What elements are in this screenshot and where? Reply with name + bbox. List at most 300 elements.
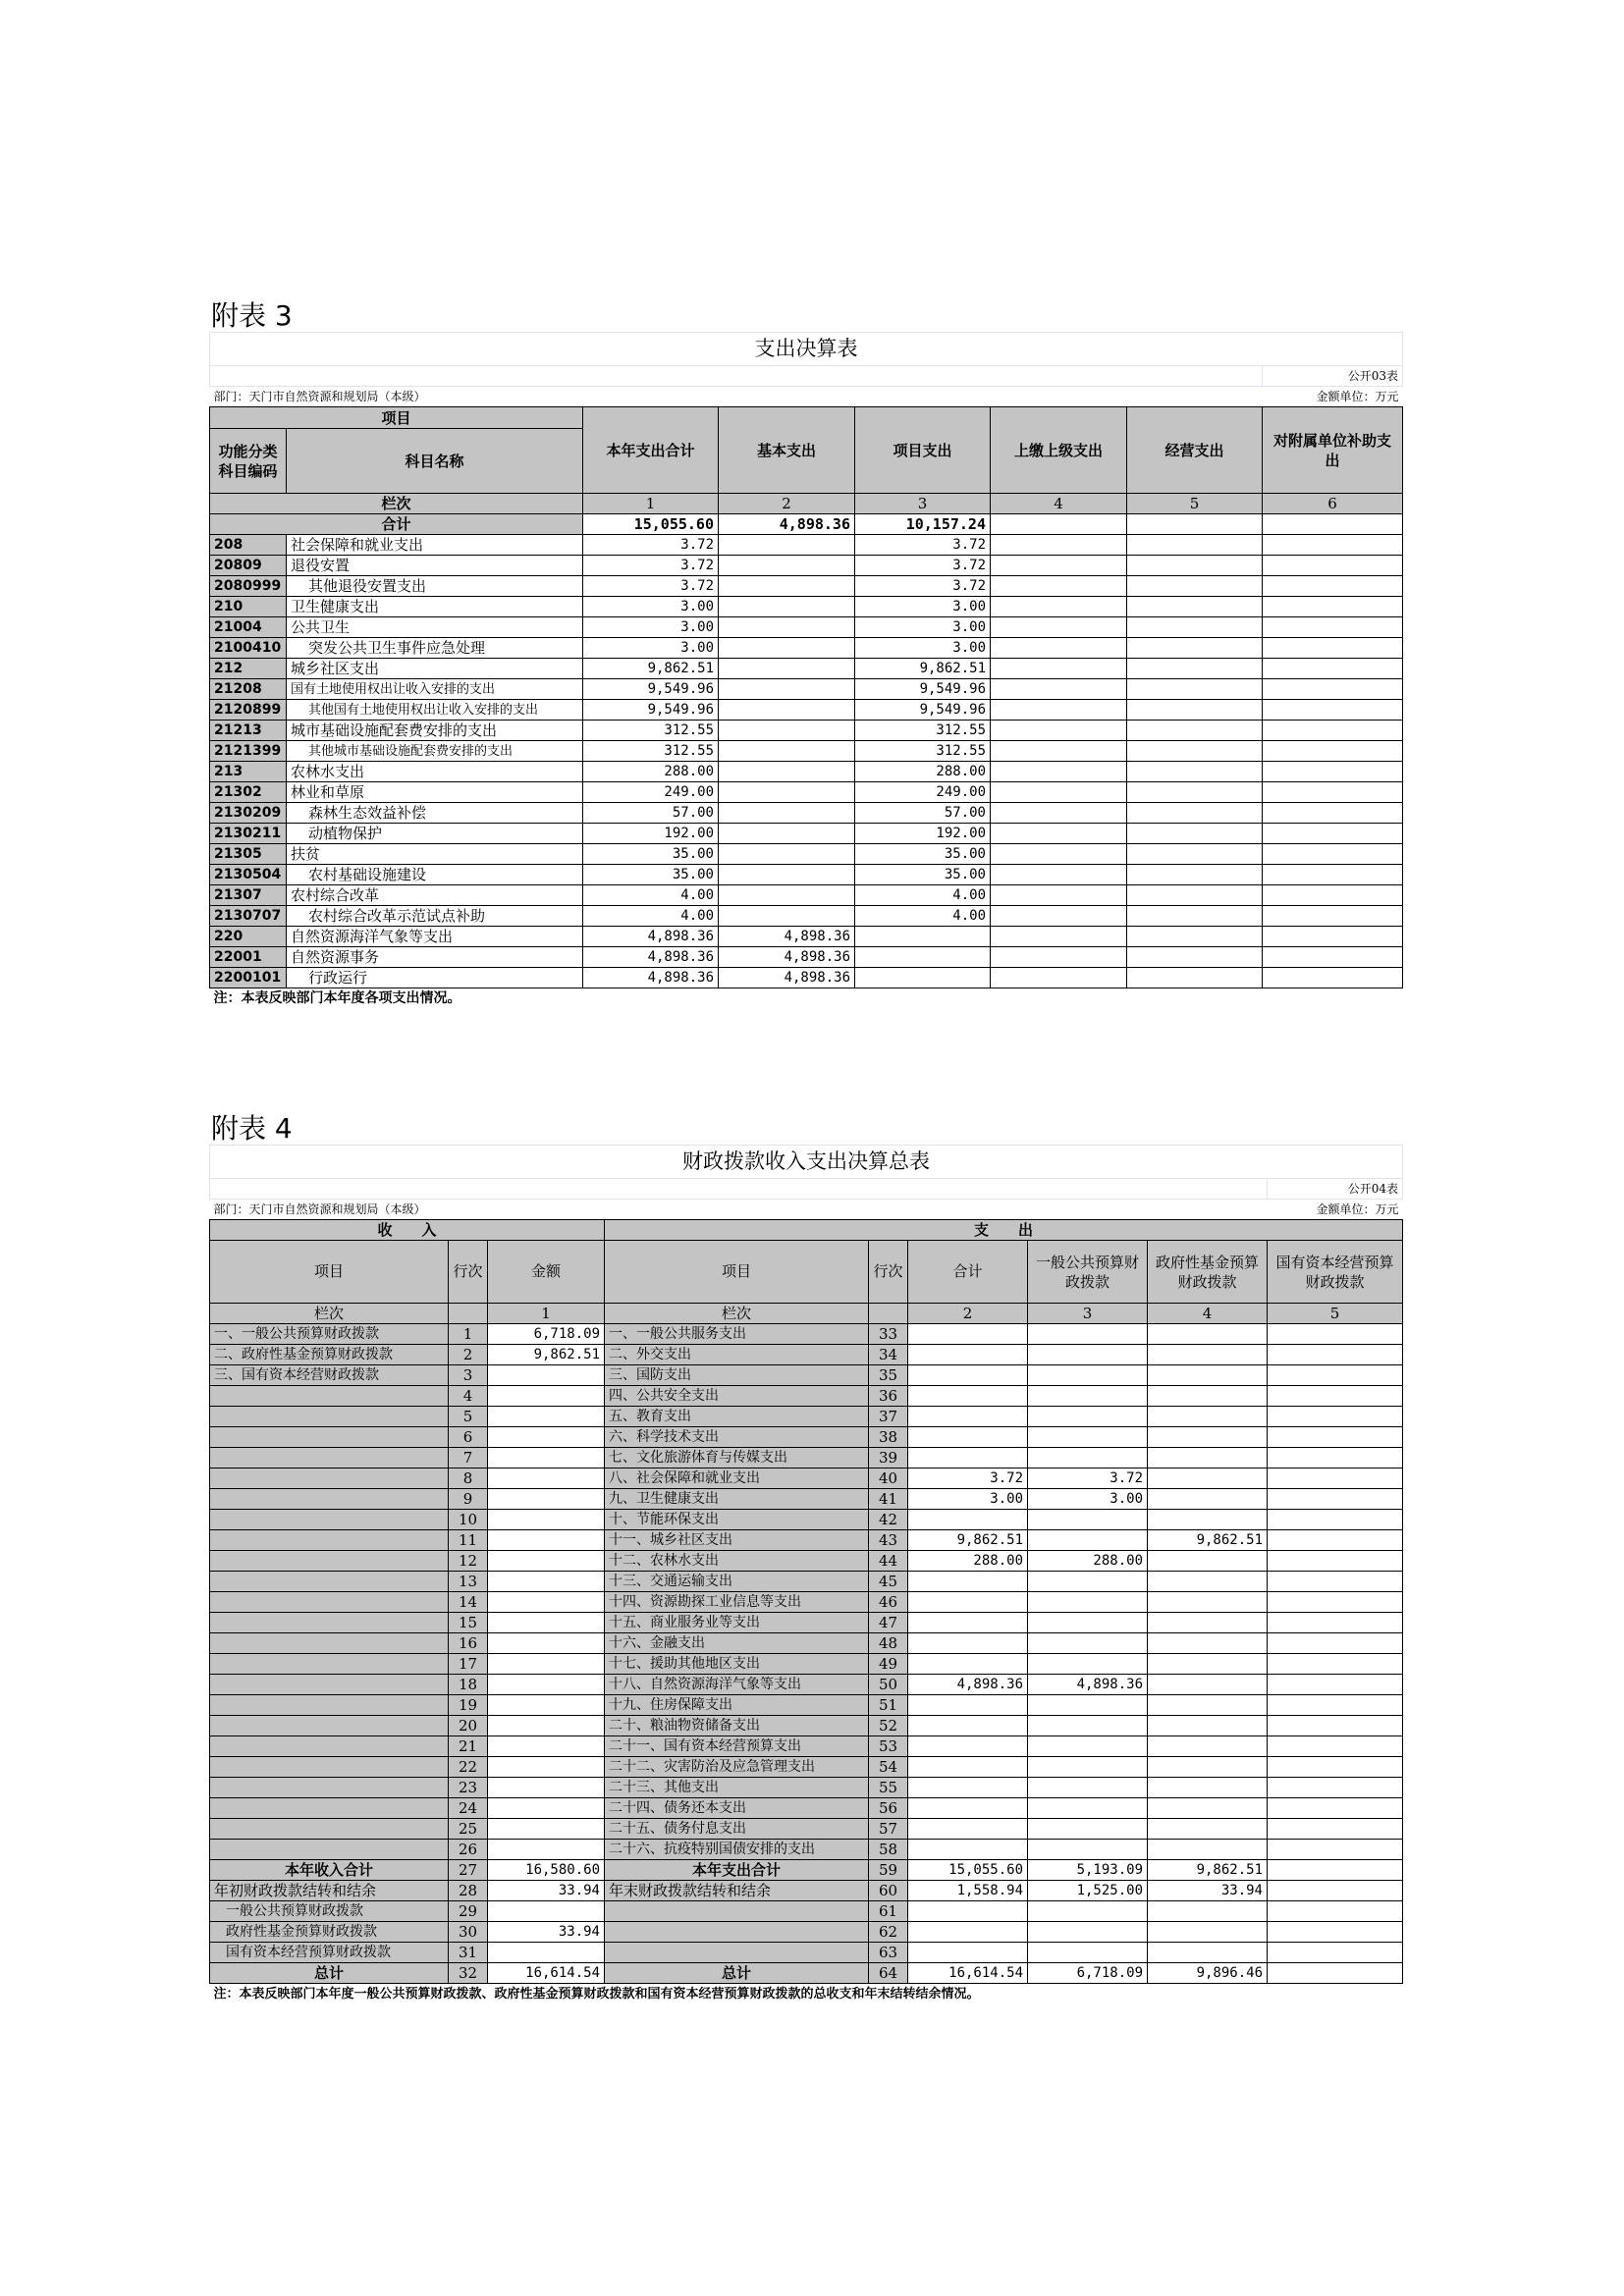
expense-gov-fund: [1148, 1798, 1268, 1819]
expense-general: [1028, 1448, 1148, 1468]
table-row: [210, 1819, 1403, 1840]
project-expense: 57.00: [855, 803, 991, 824]
table-row: [210, 556, 1403, 576]
expense-general: [1028, 1654, 1148, 1675]
table-row: [210, 1736, 1403, 1757]
row-number: 30: [449, 1922, 488, 1943]
subject-name: 突发公共卫生事件应急处理: [287, 638, 583, 659]
expense-item: 十六、金融支出: [605, 1633, 869, 1654]
table-row: [210, 844, 1403, 865]
header-expense-row: 行次: [869, 1241, 908, 1304]
table-row: [210, 1695, 1403, 1716]
subject-name: 农村综合改革示范试点补助: [287, 906, 583, 927]
header-project-expense: 项目支出: [855, 407, 991, 494]
empty-cell: [1263, 721, 1403, 741]
subject-name: 林业和草原: [287, 782, 583, 803]
end-balance-general: 1,525.00: [1028, 1881, 1148, 1901]
expense-general: [1028, 1572, 1148, 1592]
column-index: 5: [1268, 1304, 1403, 1324]
empty-cell: [1127, 576, 1263, 597]
expense-state-capital: [1268, 1572, 1403, 1592]
row-number: 51: [869, 1695, 908, 1716]
empty-cell: [1263, 782, 1403, 803]
appendix-4-heading: 附表 4: [211, 1112, 293, 1145]
expense-gov-fund: [1148, 1592, 1268, 1613]
row-number: 12: [449, 1551, 488, 1572]
basic-expense: [719, 556, 855, 576]
table-row: [210, 1427, 1403, 1448]
expense-item: 二十一、国有资本经营预算支出: [605, 1736, 869, 1757]
expense-total: [908, 1840, 1028, 1860]
expense-total: [908, 1324, 1028, 1345]
expense-item: 九、卫生健康支出: [605, 1489, 869, 1510]
basic-expense: 4,898.36: [719, 927, 855, 947]
table-row: [210, 1324, 1403, 1345]
sum-expense-total: 15,055.60: [908, 1860, 1028, 1881]
empty-cell: [1263, 638, 1403, 659]
empty-cell: [1028, 1943, 1148, 1963]
expense-item: 十五、商业服务业等支出: [605, 1613, 869, 1633]
expense-gov-fund: [1148, 1716, 1268, 1736]
row-number: 19: [449, 1695, 488, 1716]
begin-balance-amount: 33.94: [488, 1881, 605, 1901]
income-item: 二、政府性基金预算财政拨款: [210, 1345, 449, 1365]
income-amount: [488, 1943, 605, 1963]
income-amount: [488, 1407, 605, 1427]
basic-expense: [719, 782, 855, 803]
income-item: 一、一般公共预算财政拨款: [210, 1324, 449, 1345]
header-basic: 基本支出: [719, 407, 855, 494]
income-item: 一般公共预算财政拨款: [210, 1901, 449, 1922]
grand-total-expense-label: 总计: [605, 1963, 869, 1984]
expense-state-capital: [1268, 1757, 1403, 1778]
expense-gov-fund: [1148, 1613, 1268, 1633]
income-amount: [488, 1819, 605, 1840]
total-expense: 3.00: [583, 597, 719, 617]
expense-total: [908, 1654, 1028, 1675]
empty-cell: [1127, 700, 1263, 721]
table-row: [210, 576, 1403, 597]
empty-cell: [1263, 947, 1403, 968]
row-number: 46: [869, 1592, 908, 1613]
column-index: 5: [1127, 494, 1263, 514]
row-number: 7: [449, 1448, 488, 1468]
project-expense: 249.00: [855, 782, 991, 803]
function-code: 21208: [210, 679, 287, 700]
empty-cell: [991, 927, 1127, 947]
expense-state-capital: [1268, 1510, 1403, 1530]
expense-general: [1028, 1365, 1148, 1386]
row-number: 50: [869, 1675, 908, 1695]
expense-general: [1028, 1427, 1148, 1448]
income-item: [210, 1695, 449, 1716]
expense-gov-fund: [1148, 1345, 1268, 1365]
empty-cell: [991, 865, 1127, 885]
project-expense: 3.00: [855, 617, 991, 638]
table-row: [210, 1489, 1403, 1510]
expense-state-capital: [1268, 1592, 1403, 1613]
expense-item: 四、公共安全支出: [605, 1386, 869, 1407]
table-row: [210, 535, 1403, 556]
header-income-item: 项目: [210, 1241, 449, 1304]
table-row: [210, 1757, 1403, 1778]
income-amount: 33.94: [488, 1922, 605, 1943]
expense-general: [1028, 1736, 1148, 1757]
unit-label: 金额单位：万元: [1268, 1200, 1403, 1220]
expense-state-capital: [1268, 1448, 1403, 1468]
empty-cell: [1263, 576, 1403, 597]
expense-gov-fund: [1148, 1324, 1268, 1345]
expense-general: 288.00: [1028, 1551, 1148, 1572]
subject-name: 其他城市基础设施配套费安排的支出: [287, 741, 583, 762]
income-amount: [488, 1633, 605, 1654]
basic-expense: [719, 597, 855, 617]
row-number: 14: [449, 1592, 488, 1613]
expense-general: 3.00: [1028, 1489, 1148, 1510]
expense-general: [1028, 1757, 1148, 1778]
income-amount: [488, 1840, 605, 1860]
table-row: [210, 1798, 1403, 1819]
expense-item: 十三、交通运输支出: [605, 1572, 869, 1592]
end-balance-gov-fund: 33.94: [1148, 1881, 1268, 1901]
empty-cell: [1263, 968, 1403, 988]
row-number: 25: [449, 1819, 488, 1840]
expense-gov-fund: 9,862.51: [1148, 1530, 1268, 1551]
expense-general: [1028, 1819, 1148, 1840]
expense-general: [1028, 1386, 1148, 1407]
income-amount: [488, 1798, 605, 1819]
row-number: 20: [449, 1716, 488, 1736]
grand-total-income: 16,614.54: [488, 1963, 605, 1984]
department-label: 部门：天门市自然资源和规划局（本级）: [210, 387, 719, 407]
empty-cell: [991, 906, 1127, 927]
function-code: 2130504: [210, 865, 287, 885]
empty-cell: [1263, 659, 1403, 679]
expense-state-capital: [1268, 1345, 1403, 1365]
row-number: 43: [869, 1530, 908, 1551]
empty-cell: [1263, 741, 1403, 762]
income-item: [210, 1551, 449, 1572]
income-item: [210, 1468, 449, 1489]
table-title: 支出决算表: [210, 333, 1403, 366]
empty-cell: [1263, 885, 1403, 906]
grand-total-general: 6,718.09: [1028, 1963, 1148, 1984]
expense-general: [1028, 1840, 1148, 1860]
expense-total: [908, 1798, 1028, 1819]
function-code: 21213: [210, 721, 287, 741]
income-amount: 9,862.51: [488, 1345, 605, 1365]
header-code: 功能分类科目编码: [210, 429, 287, 494]
income-item: [210, 1592, 449, 1613]
expense-state-capital: [1268, 1819, 1403, 1840]
table-row: [210, 1386, 1403, 1407]
income-amount: [488, 1365, 605, 1386]
expense-gov-fund: [1148, 1736, 1268, 1757]
column-index: 1: [583, 494, 719, 514]
table-row: [210, 968, 1403, 988]
expense-item: 二十六、抗疫特别国债安排的支出: [605, 1840, 869, 1860]
expense-total: [908, 1736, 1028, 1757]
expense-state-capital: [1268, 1489, 1403, 1510]
expense-state-capital: [1268, 1551, 1403, 1572]
table-row: [210, 1510, 1403, 1530]
expense-state-capital: [1268, 1365, 1403, 1386]
empty-cell: [1263, 844, 1403, 865]
income-amount: [488, 1757, 605, 1778]
subject-name: 社会保障和就业支出: [287, 535, 583, 556]
expense-gov-fund: [1148, 1427, 1268, 1448]
expense-total: 288.00: [908, 1551, 1028, 1572]
expense-gov-fund: [1148, 1510, 1268, 1530]
empty-cell: [1263, 617, 1403, 638]
header-total: 合计: [908, 1241, 1028, 1304]
expense-gov-fund: [1148, 1819, 1268, 1840]
function-code: 220: [210, 927, 287, 947]
table-row: [210, 1943, 1403, 1963]
column-index: 4: [991, 494, 1127, 514]
expense-gov-fund: [1148, 1386, 1268, 1407]
income-amount: [488, 1510, 605, 1530]
row-number: 18: [449, 1675, 488, 1695]
table-row: [210, 762, 1403, 782]
row-number: 48: [869, 1633, 908, 1654]
subject-name: 退役安置: [287, 556, 583, 576]
empty-cell: [1263, 927, 1403, 947]
empty-cell: [1127, 679, 1263, 700]
total-expense: 249.00: [583, 782, 719, 803]
header-expense-item: 项目: [605, 1241, 869, 1304]
expense-state-capital: [1268, 1530, 1403, 1551]
subject-name: 卫生健康支出: [287, 597, 583, 617]
basic-expense: [719, 803, 855, 824]
row-number: 59: [869, 1860, 908, 1881]
expense-gov-fund: [1148, 1633, 1268, 1654]
income-item: [210, 1510, 449, 1530]
row-number: 5: [449, 1407, 488, 1427]
empty-cell: [991, 535, 1127, 556]
table-row: [210, 597, 1403, 617]
basic-expense: [719, 679, 855, 700]
subject-name: 农村基础设施建设: [287, 865, 583, 885]
row-number: 13: [449, 1572, 488, 1592]
expense-general: [1028, 1510, 1148, 1530]
income-amount: [488, 1654, 605, 1675]
income-item: [210, 1427, 449, 1448]
total-expense: 3.00: [583, 617, 719, 638]
empty-cell: [991, 782, 1127, 803]
empty-cell: [908, 1943, 1028, 1963]
expense-general: [1028, 1613, 1148, 1633]
table-row: [210, 1778, 1403, 1798]
empty-cell: [1127, 782, 1263, 803]
project-expense: 3.00: [855, 638, 991, 659]
income-item: [210, 1386, 449, 1407]
table-row: [210, 1675, 1403, 1695]
total-expense: 288.00: [583, 762, 719, 782]
basic-expense: [719, 659, 855, 679]
empty-cell: [1127, 721, 1263, 741]
expense-general: [1028, 1530, 1148, 1551]
empty-cell: [1148, 1922, 1268, 1943]
total-expense: 312.55: [583, 721, 719, 741]
expense-item: 一、一般公共服务支出: [605, 1324, 869, 1345]
function-code: 208: [210, 535, 287, 556]
total-expense: 57.00: [583, 803, 719, 824]
income-amount: [488, 1716, 605, 1736]
expense-item: [605, 1943, 869, 1963]
expense-total: [908, 1427, 1028, 1448]
expense-state-capital: [1268, 1407, 1403, 1427]
project-expense: [855, 927, 991, 947]
row-number: 47: [869, 1613, 908, 1633]
total-expense: 9,549.96: [583, 700, 719, 721]
empty-cell: [1127, 968, 1263, 988]
function-code: 21004: [210, 617, 287, 638]
empty-cell: [1148, 1901, 1268, 1922]
table-row: [210, 1922, 1403, 1943]
empty-cell: [1127, 885, 1263, 906]
table-row: [210, 700, 1403, 721]
table-row: [210, 906, 1403, 927]
end-balance-total: 1,558.94: [908, 1881, 1028, 1901]
basic-expense: [719, 576, 855, 597]
expense-general: [1028, 1716, 1148, 1736]
row-number: 63: [869, 1943, 908, 1963]
empty-cell: [991, 659, 1127, 679]
total-expense: 35.00: [583, 844, 719, 865]
expense-gov-fund: [1148, 1778, 1268, 1798]
empty-cell: [1127, 947, 1263, 968]
subject-name: 扶贫: [287, 844, 583, 865]
row-number: 9: [449, 1489, 488, 1510]
empty-cell: [1127, 556, 1263, 576]
row-number: 16: [449, 1633, 488, 1654]
function-code: 2130707: [210, 906, 287, 927]
income-amount: [488, 1551, 605, 1572]
total-expense: 3.72: [583, 535, 719, 556]
income-amount: [488, 1695, 605, 1716]
project-expense: 312.55: [855, 721, 991, 741]
expense-state-capital: [1268, 1675, 1403, 1695]
function-code: 2120899: [210, 700, 287, 721]
table-row: [210, 885, 1403, 906]
row-number: 42: [869, 1510, 908, 1530]
empty-cell: [1127, 927, 1263, 947]
expense-item: 二十四、债务还本支出: [605, 1798, 869, 1819]
subject-name: 自然资源海洋气象等支出: [287, 927, 583, 947]
basic-expense: [719, 844, 855, 865]
expense-state-capital: [1268, 1613, 1403, 1633]
basic-expense: [719, 535, 855, 556]
sum-project: 10,157.24: [855, 514, 991, 535]
table-row: [210, 1551, 1403, 1572]
grand-total-expense: 16,614.54: [908, 1963, 1028, 1984]
subject-name: 自然资源事务: [287, 947, 583, 968]
income-amount: 6,718.09: [488, 1324, 605, 1345]
expense-total: [908, 1386, 1028, 1407]
fiscal-appropriation-summary-table: [209, 1145, 1403, 2004]
expense-item: 十七、援助其他地区支出: [605, 1654, 869, 1675]
table-row: [210, 721, 1403, 741]
expense-state-capital: [1268, 1798, 1403, 1819]
empty-cell: [1268, 1901, 1403, 1922]
empty-cell: [991, 700, 1127, 721]
function-code: 20809: [210, 556, 287, 576]
empty-cell: [991, 968, 1127, 988]
sum-income-amount: 16,580.60: [488, 1860, 605, 1881]
function-code: 210: [210, 597, 287, 617]
empty-cell: [1127, 535, 1263, 556]
row-number: 45: [869, 1572, 908, 1592]
project-expense: 9,549.96: [855, 679, 991, 700]
sum-expense-general: 5,193.09: [1028, 1860, 1148, 1881]
table-note: 注：本表反映部门本年度各项支出情况。: [210, 988, 1403, 1009]
expense-gov-fund: [1148, 1675, 1268, 1695]
function-code: 21305: [210, 844, 287, 865]
expense-state-capital: [1268, 1778, 1403, 1798]
expense-general: [1028, 1695, 1148, 1716]
expense-gov-fund: [1148, 1572, 1268, 1592]
row-number: 40: [869, 1468, 908, 1489]
column-index: 4: [1148, 1304, 1268, 1324]
header-state-capital: 国有资本经营预算财政拨款: [1268, 1241, 1403, 1304]
row-number: 32: [449, 1963, 488, 1984]
grand-total-income-label: 总计: [210, 1963, 449, 1984]
expense-gov-fund: [1148, 1468, 1268, 1489]
income-amount: [488, 1386, 605, 1407]
table-row: [210, 1468, 1403, 1489]
row-number: 24: [449, 1798, 488, 1819]
table-row: [210, 1530, 1403, 1551]
row-number: 27: [449, 1860, 488, 1881]
empty-cell: [1127, 659, 1263, 679]
row-number: 44: [869, 1551, 908, 1572]
project-expense: 35.00: [855, 844, 991, 865]
expense-gov-fund: [1148, 1365, 1268, 1386]
subject-name: 动植物保护: [287, 824, 583, 844]
basic-expense: [719, 762, 855, 782]
income-item: [210, 1654, 449, 1675]
header-upper: 上缴上级支出: [991, 407, 1127, 494]
table-row: [210, 617, 1403, 638]
expense-general: [1028, 1407, 1148, 1427]
expense-item: 二十二、灾害防治及应急管理支出: [605, 1757, 869, 1778]
expense-total: [908, 1572, 1028, 1592]
header-total: 本年支出合计: [583, 407, 719, 494]
empty-cell: [991, 721, 1127, 741]
expense-total: 9,862.51: [908, 1530, 1028, 1551]
expense-item: 七、文化旅游体育与传媒支出: [605, 1448, 869, 1468]
sum-total: 15,055.60: [583, 514, 719, 535]
project-expense: 4.00: [855, 906, 991, 927]
expense-state-capital: [1268, 1386, 1403, 1407]
expense-item: 十、节能环保支出: [605, 1510, 869, 1530]
empty-cell: [1127, 906, 1263, 927]
income-item: 国有资本经营预算财政拨款: [210, 1943, 449, 1963]
empty-cell: [1127, 617, 1263, 638]
empty-cell: [1263, 700, 1403, 721]
subject-name: 森林生态效益补偿: [287, 803, 583, 824]
function-code: 2121399: [210, 741, 287, 762]
header-subsidy: 对附属单位补助支出: [1263, 407, 1403, 494]
basic-expense: [719, 721, 855, 741]
lanci-label: 栏次: [605, 1304, 869, 1324]
expense-item: 十一、城乡社区支出: [605, 1530, 869, 1551]
income-item: 三、国有资本经营财政拨款: [210, 1365, 449, 1386]
table-row: [210, 1592, 1403, 1613]
subject-name: 农林水支出: [287, 762, 583, 782]
project-expense: [855, 968, 991, 988]
